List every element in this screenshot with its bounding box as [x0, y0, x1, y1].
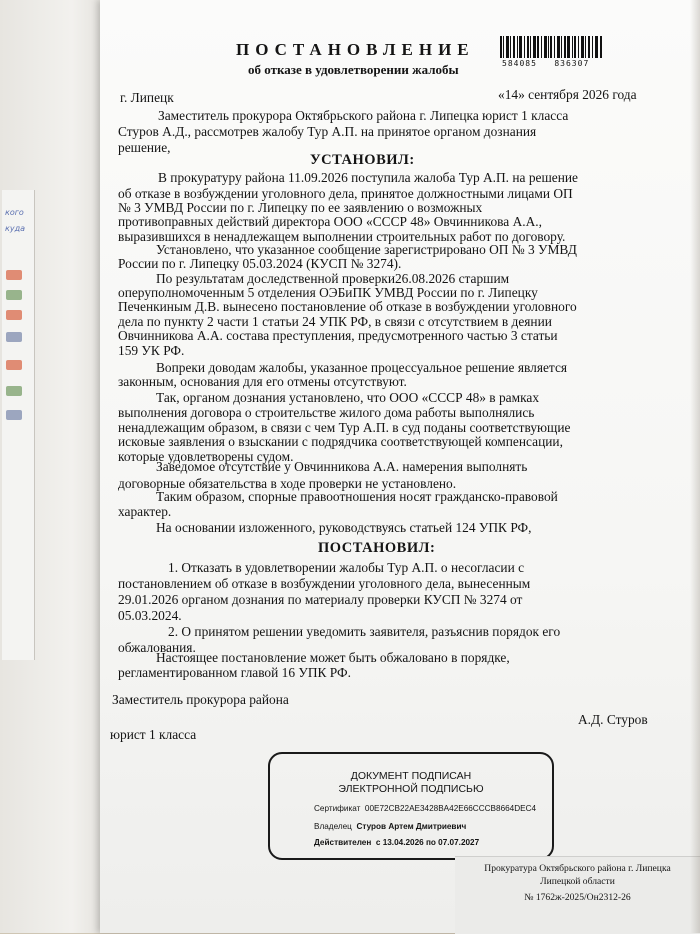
body-line: Установлено, что указанное сообщение зарегистрировано ОП № 3 УМВД — [156, 242, 577, 257]
body-line: выполнения договора о строительстве жилого дома работы выполнялись — [118, 405, 535, 420]
body-line: об отказе в возбуждении уголовного дела, принятое должностными лицами ОП — [118, 186, 573, 201]
resolution-line: Настоящее постановление может быть обжаловано в порядке, — [156, 650, 510, 665]
barcode-number: 584085 836307 — [502, 59, 590, 68]
body-line: Вопреки доводам жалобы, указанное процессуальное решение является — [156, 360, 568, 375]
document-date: «14» сентября 2026 года — [498, 87, 637, 102]
signer-position: Заместитель прокурора района — [112, 692, 289, 707]
body-line: Овчинникова А.А. состава преступления, предусмотренного частью 3 статьи — [118, 328, 558, 343]
stamp-heading: ДОКУМЕНТ ПОДПИСАН — [350, 770, 472, 782]
body-line: оперуполномоченным 5 отделения ОЭБиПК УМВД России по г. Липецку — [118, 285, 538, 300]
strip-text: кого — [5, 208, 24, 217]
section-heading-established: УСТАНОВИЛ: — [310, 152, 415, 168]
body-line: Таким образом, спорные правоотношения носят гражданско-правовой — [156, 489, 558, 504]
body-line: выразившихся в ненадлежащем выполнении строительных работ по договору. — [118, 229, 566, 244]
city: г. Липецк — [120, 90, 174, 105]
body-line: дела по пункту 2 части 1 статьи 24 УПК РФ, в связи с отсутствием в деянии — [118, 314, 552, 329]
body-line: По результатам доследственной проверки26.08.2026 старшим — [156, 271, 510, 286]
registry-number: № 1762ж-2025/Он2312-26 — [524, 892, 631, 903]
body-line: Печенкиным Д.В. вынесено постановление об отказе в возбуждении уголовного — [118, 299, 577, 314]
resolution-line: 29.01.2026 органом дознания по материалу проверки КУСП № 3274 от — [118, 592, 523, 607]
resolution-line: постановлением об отказе в возбуждении уголовного дела, вынесенным — [118, 576, 531, 591]
body-line: договорные обязательства в ходе проверки не установлено. — [118, 476, 457, 491]
body-line: законным, основания для его отмены отсутствуют. — [118, 374, 407, 389]
stamp-certificate: Сертификат 00E72CB22AE3428BA42E66CCCB8664DEC4 — [314, 804, 537, 813]
strip-figure — [6, 332, 22, 342]
document-subtitle: об отказе в удовлетворении жалобы — [248, 62, 459, 77]
body-line: характер. — [118, 504, 172, 519]
document-title: ПОСТАНОВЛЕНИЕ — [236, 40, 475, 59]
signer-name: А.Д. Стуров — [578, 712, 648, 727]
resolution-line: 2. О принятом решении уведомить заявителя, разъяснив порядок его — [168, 624, 561, 639]
strip-figure — [6, 290, 22, 300]
body-line: В прокуратуру района 11.09.2026 поступила жалоба Тур А.П. на решение — [158, 170, 579, 185]
body-line: На основании изложенного, руководствуясь статьей 124 УПК РФ, — [156, 520, 532, 535]
electronic-signature-stamp — [268, 752, 554, 860]
strip-figure — [6, 386, 22, 396]
registry-line: Прокуратура Октябрьского района г. Липецка — [484, 863, 671, 874]
intro-line: Стуров А.Д., рассмотрев жалобу Тур А.П. на принятое органом дознания — [118, 124, 537, 139]
body-line: противоправных действий директора ООО «СССР 48» Овчинникова А.А., — [118, 214, 542, 229]
table-edge-shadow — [690, 0, 700, 933]
body-line: которые удовлетворены судом. — [118, 449, 294, 464]
strip-figure — [6, 360, 22, 370]
strip-text: куда — [5, 224, 25, 233]
stamp-validity: Действителен с 13.04.2026 по 07.07.2027 — [314, 838, 480, 847]
registry-line: Липецкой области — [540, 876, 615, 887]
body-line: России по г. Липецку 05.03.2024 (КУСП № 3274). — [118, 256, 402, 271]
resolution-line: 05.03.2024. — [118, 608, 182, 623]
body-line: Заведомое отсутствие у Овчинникова А.А. намерения выполнять — [156, 459, 528, 474]
registry-box — [455, 856, 700, 934]
body-line: ненадлежащим образом, в связи с чем Тур А.П. в суд поданы соответствующие — [118, 420, 571, 435]
intro-line: решение, — [118, 140, 171, 155]
signer-rank: юрист 1 класса — [110, 727, 197, 742]
stamp-heading: ЭЛЕКТРОННОЙ ПОДПИСЬЮ — [338, 783, 484, 795]
strip-figure — [6, 310, 22, 320]
body-line: 159 УК РФ. — [118, 343, 185, 358]
body-line: № 3 УМВД России по г. Липецку по ее заявлению о возможных — [118, 200, 483, 215]
intro-line: Заместитель прокурора Октябрьского района г. Липецка юрист 1 класса — [158, 108, 569, 123]
document-page — [100, 0, 700, 933]
background-form-strip — [2, 190, 35, 660]
resolution-line: 1. Отказать в удовлетворении жалобы Тур А.П. о несогласии с — [168, 560, 525, 575]
strip-figure — [6, 410, 22, 420]
body-line: исковые заявления о взыскании с подрядчика соответствующей компенсации, — [118, 434, 563, 449]
resolution-line: обжалования. — [118, 640, 196, 655]
stamp-owner: Владелец Стуров Артем Дмитриевич — [314, 822, 467, 831]
resolution-line: регламентированном главой 16 УПК РФ. — [118, 665, 351, 680]
section-heading-decided: ПОСТАНОВИЛ: — [318, 540, 436, 556]
strip-figure — [6, 270, 22, 280]
body-line: Так, органом дознания установлено, что ООО «СССР 48» в рамках — [156, 390, 540, 405]
